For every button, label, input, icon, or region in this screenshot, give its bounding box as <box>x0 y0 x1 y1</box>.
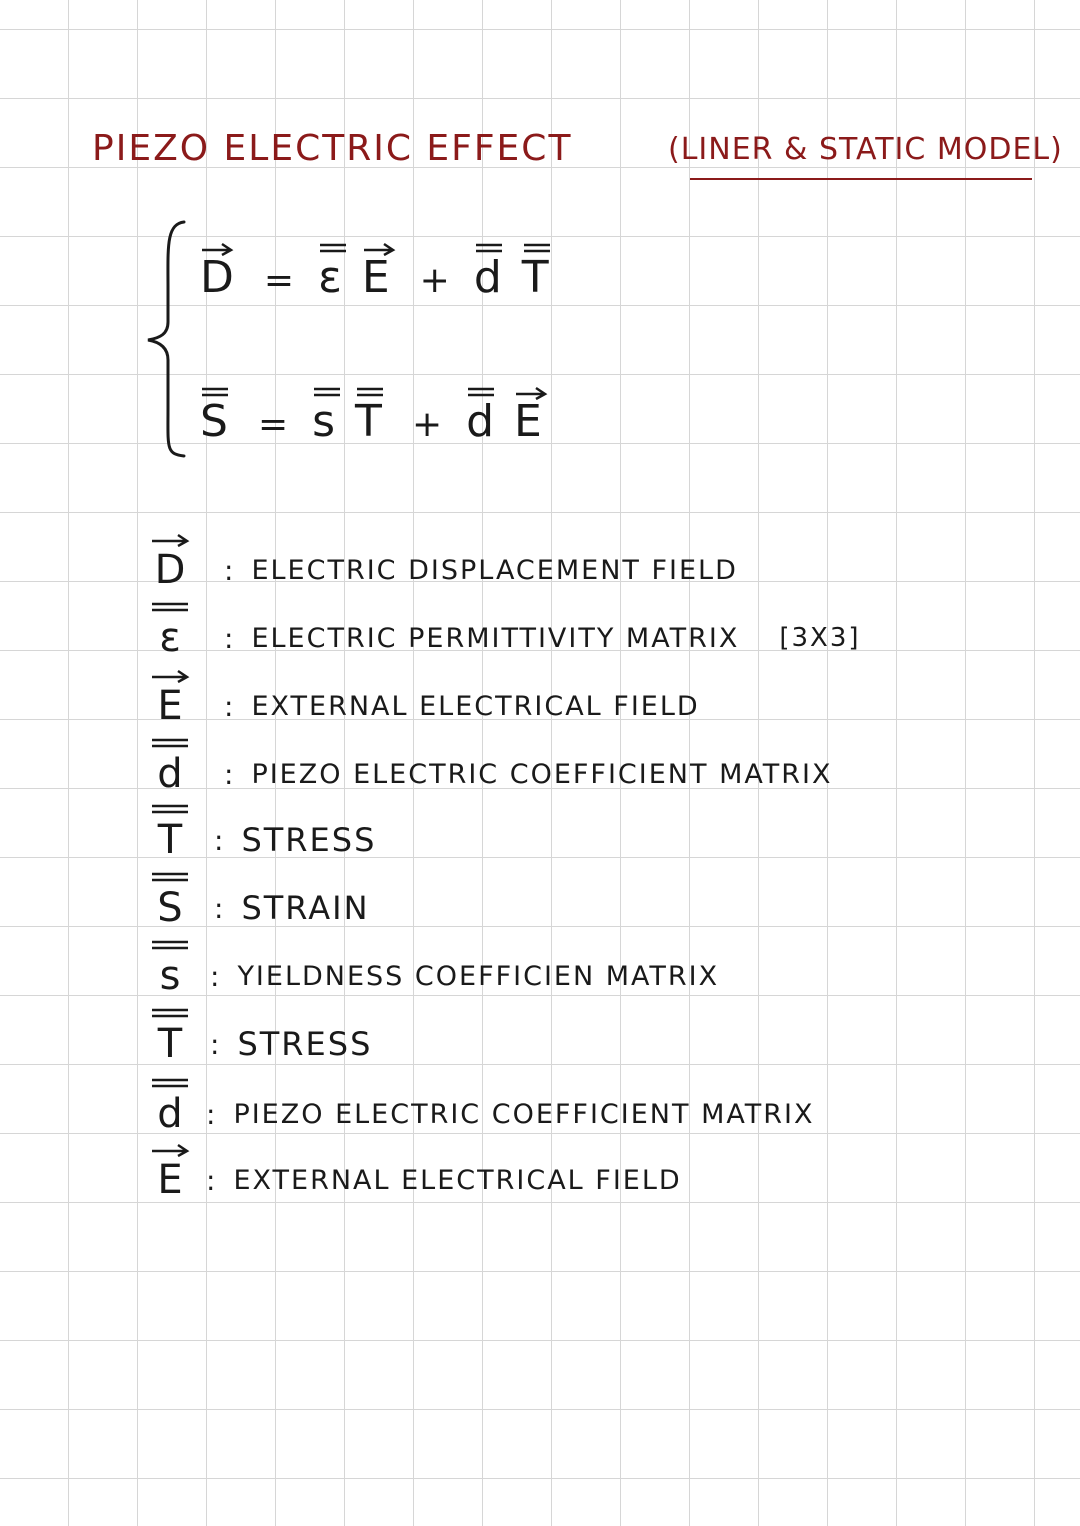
def-text: EXTERNAL ELECTRICAL FIELD <box>233 1164 682 1196</box>
definition-row <box>140 946 719 1006</box>
matrix-dimension: [3X3] <box>779 623 861 653</box>
def-colon: : <box>210 1027 220 1061</box>
def-colon: : <box>214 891 224 925</box>
def-text: STRAIN <box>241 889 370 927</box>
def-text: YIELDNESS COEFFICIEN MATRIX <box>237 960 720 992</box>
def-text: STRESS <box>237 1025 373 1063</box>
left-brace-icon <box>140 218 190 460</box>
vector-arrow-icon <box>362 242 396 256</box>
eq2-term2b: E <box>514 400 542 444</box>
eq2-equals: = <box>257 404 289 445</box>
def-symbol: S <box>140 885 200 931</box>
definition-row <box>140 1150 682 1210</box>
eq1-term1b: E <box>362 256 390 300</box>
vector-arrow-icon <box>200 242 234 256</box>
equation-strain <box>200 396 548 447</box>
definition-row <box>140 1014 372 1074</box>
def-text: PIEZO ELECTRIC COEFFICIENT MATRIX <box>251 758 833 790</box>
eq2-lhs: S <box>200 400 228 444</box>
title-underline <box>690 178 1032 180</box>
def-symbol: s <box>140 953 200 999</box>
matrix-double-bar-icon <box>150 939 190 953</box>
def-text: ELECTRIC DISPLACEMENT FIELD <box>251 554 738 586</box>
vector-arrow-icon <box>150 533 190 547</box>
def-colon: : <box>224 689 234 723</box>
matrix-double-bar-icon <box>522 242 552 256</box>
def-symbol: ε <box>140 615 200 661</box>
matrix-double-bar-icon <box>150 871 190 885</box>
def-text: ELECTRIC PERMITTIVITY MATRIX <box>251 622 740 654</box>
def-symbol: T <box>140 817 200 863</box>
matrix-double-bar-icon <box>150 803 190 817</box>
def-colon: : <box>224 621 234 655</box>
vector-arrow-icon <box>150 1143 190 1157</box>
eq1-equals: = <box>263 260 295 301</box>
eq1-term1a: ε <box>318 256 342 300</box>
matrix-double-bar-icon <box>200 386 230 400</box>
matrix-double-bar-icon <box>355 386 385 400</box>
definition-row <box>140 744 832 804</box>
vector-arrow-icon <box>514 386 548 400</box>
def-colon: : <box>206 1097 216 1131</box>
matrix-double-bar-icon <box>150 1007 190 1021</box>
eq2-term1b: T <box>355 400 382 444</box>
eq1-term2a: d <box>474 256 502 300</box>
def-colon: : <box>224 757 234 791</box>
eq2-term1a: s <box>312 400 335 444</box>
eq2-plus: + <box>411 404 443 445</box>
matrix-double-bar-icon <box>466 386 496 400</box>
eq1-plus: + <box>419 260 450 301</box>
matrix-double-bar-icon <box>474 242 504 256</box>
eq1-term2b: T <box>522 256 549 300</box>
def-symbol: D <box>140 547 200 593</box>
definition-row <box>140 810 376 870</box>
title-note: (LINER & STATIC MODEL) <box>668 132 1063 167</box>
def-text: PIEZO ELECTRIC COEFFICIENT MATRIX <box>233 1098 815 1130</box>
matrix-double-bar-icon <box>150 1077 190 1091</box>
def-symbol: E <box>140 1157 200 1203</box>
def-text: EXTERNAL ELECTRICAL FIELD <box>251 690 700 722</box>
matrix-double-bar-icon <box>312 386 342 400</box>
eq1-lhs: D <box>200 256 234 300</box>
definition-row <box>140 608 861 668</box>
eq2-term2a: d <box>466 400 494 444</box>
matrix-double-bar-icon <box>150 737 190 751</box>
def-colon: : <box>224 553 234 587</box>
def-symbol: E <box>140 683 200 729</box>
matrix-double-bar-icon <box>150 601 190 615</box>
page-title: PIEZO ELECTRIC EFFECT <box>92 128 573 169</box>
vector-arrow-icon <box>150 669 190 683</box>
def-colon: : <box>210 959 220 993</box>
definition-row <box>140 878 370 938</box>
def-symbol: T <box>140 1021 200 1067</box>
def-colon: : <box>214 823 224 857</box>
def-symbol: d <box>140 1091 200 1137</box>
def-text: STRESS <box>241 821 377 859</box>
definition-row <box>140 1084 814 1144</box>
def-symbol: d <box>140 751 200 797</box>
def-colon: : <box>206 1163 216 1197</box>
equation-displacement <box>200 252 555 303</box>
matrix-double-bar-icon <box>318 242 348 256</box>
definition-row <box>140 676 700 736</box>
definition-row <box>140 540 738 600</box>
